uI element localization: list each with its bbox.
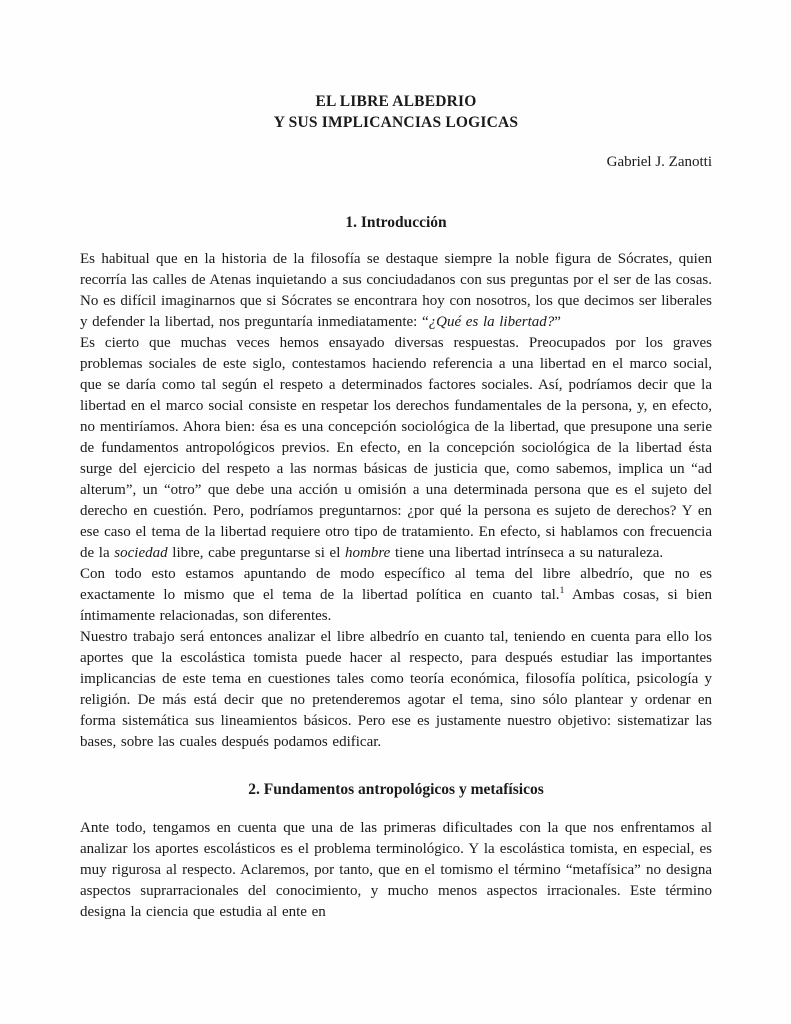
document-title — [80, 91, 712, 133]
title-line-2: Y SUS IMPLICANCIAS LOGICAS — [273, 114, 519, 131]
italic-quote: ¿Qué es la libertad? — [428, 314, 555, 330]
paragraph-text: Es habitual que en la historia de la filosofía se destaque siempre la noble figura de Sócrates, quien recorría las calles de Atenas inquietando a sus conciudadanos con sus preguntas por el ser de las cosas. No es difícil imaginarnos que si Sócrates se encontrara hoy con nosotros, los que decimos ser liberales y defender la libertad, nos preguntaría inmediatamente: “ — [80, 251, 712, 330]
paragraph-text: libre, cabe preguntarse si el — [167, 545, 346, 561]
section-heading-fundamentos: 2. Fundamentos antropológicos y metafísicos — [248, 781, 544, 798]
paragraph-ante-todo: Ante todo, tengamos en cuenta que una de las primeras dificultades con la que nos enfrentamos al analizar los aportes escolásticos es el problema terminológico. Y la escolástica tomista, en especial, es muy rigurosa al respecto. Aclaremos, por tanto, que en el tomismo el término “metafísica” no designa aspectos suprarracionales del conocimiento, y mucho menos aspectos irracionales. Este término designa la ciencia que estudia al ente en — [80, 820, 712, 920]
footnote-reference-1: 1 — [559, 586, 565, 596]
paragraph-nuestro-trabajo: Nuestro trabajo será entonces analizar el libre albedrío en cuanto tal, teniendo en cuenta para ello los aportes que la escolástica tomista puede hacer al respecto, para después estudiar las importantes implicancias de este tema en cuestiones tales como teoría económica, filosofía política, psicología y religión. De más está decir que no pretenderemos agotar el tema, sino sólo plantear y ordenar en forma sistemática sus lineamientos básicos. Pero ese es justamente nuestro objetivo: sistematizar las bases, sobre las cuales después podamos edificar. — [80, 629, 712, 750]
paragraph-libre-albedrio — [80, 564, 712, 627]
paragraph-text: tiene una libertad intrínseca a su naturaleza. — [390, 545, 664, 561]
paragraph-respuestas — [80, 333, 712, 564]
author-byline: Gabriel J. Zanotti — [606, 154, 712, 170]
paragraph-text: Ambas cosas, si bien íntimamente relacionadas, son diferentes. — [80, 587, 712, 624]
paragraph-text: Con todo esto estamos apuntando de modo específico al tema del libre albedrío, que no es exactamente lo mismo que el tema de la libertad política en cuanto tal. — [80, 566, 712, 603]
title-line-1: EL LIBRE ALBEDRIO — [315, 93, 477, 110]
paragraph-socrates — [80, 249, 712, 333]
paragraph-text: ” — [554, 314, 561, 330]
italic-term-hombre: hombre — [345, 545, 391, 561]
italic-term-sociedad: sociedad — [114, 545, 168, 561]
section-heading-introduccion: 1. Introducción — [345, 214, 447, 231]
paragraph-text: Es cierto que muchas veces hemos ensayado diversas respuestas. Preocupados por los graves problemas sociales de este siglo, contestamos haciendo referencia a una libertad en el marco social, que se daría como tal según el respeto a determinados factores sociales. Así, podríamos decir que la libertad en el marco social consiste en respetar los derechos fundamentales de la persona, y, en efecto, no mentiríamos. Ahora bien: ésa es una concepción sociológica de la libertad, que presupone una serie de fundamentos antropológicos previos. En efecto, en la concepción sociológica de la libertad ésta surge del ejercicio del respeto a las normas básicas de justicia que, como sabemos, implica un “ad alterum”, un “otro” que debe una acción u omisión a una determinada persona que es el sujeto del derecho en cuestión. Pero, podríamos preguntarnos: ¿por qué la persona es sujeto de derechos? Y en ese caso el tema de la libertad requiere otro tipo de tratamiento. En efecto, si hablamos con frecuencia de la — [80, 335, 712, 561]
